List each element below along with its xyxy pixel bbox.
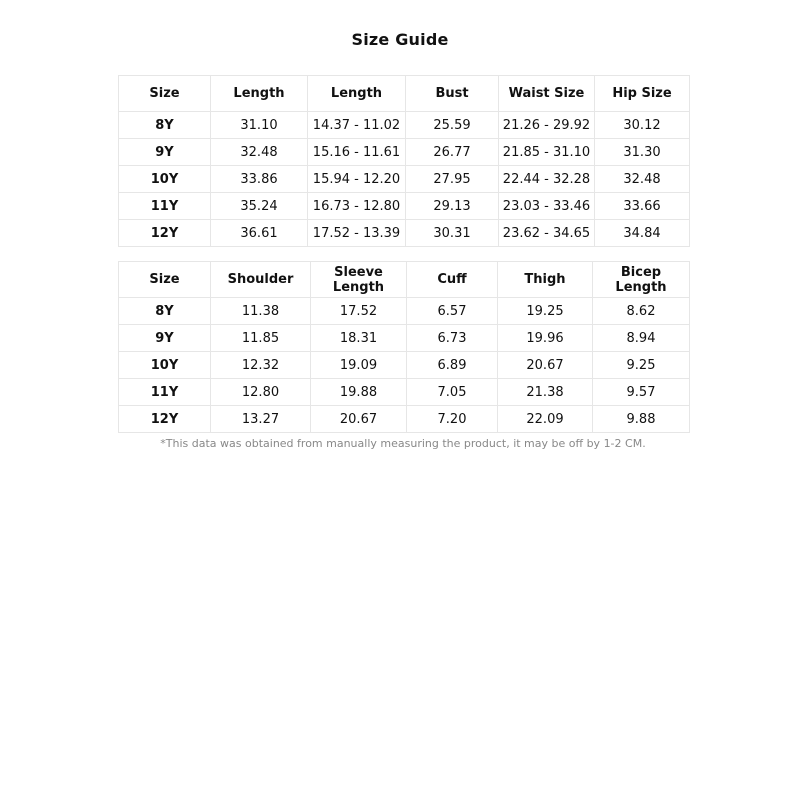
table-cell: 35.24 <box>211 193 308 220</box>
size-cell: 9Y <box>119 325 211 352</box>
table-cell: 6.89 <box>407 352 498 379</box>
table-cell: 32.48 <box>211 139 308 166</box>
column-header: Bicep Length <box>593 262 690 298</box>
table-cell: 21.26 - 29.92 <box>499 112 595 139</box>
table-cell: 9.88 <box>593 406 690 433</box>
table-row <box>119 139 690 166</box>
table-cell: 19.25 <box>498 298 593 325</box>
table-cell: 34.84 <box>595 220 690 247</box>
table-cell: 20.67 <box>311 406 407 433</box>
table-cell: 30.31 <box>406 220 499 247</box>
size-cell: 8Y <box>119 298 211 325</box>
column-header: Cuff <box>407 262 498 298</box>
column-header: Bust <box>406 76 499 112</box>
table-cell: 16.73 - 12.80 <box>308 193 406 220</box>
table-row <box>119 325 690 352</box>
table-cell: 19.09 <box>311 352 407 379</box>
table-cell: 18.31 <box>311 325 407 352</box>
table-cell: 25.59 <box>406 112 499 139</box>
table-cell: 12.32 <box>211 352 311 379</box>
table-cell: 23.03 - 33.46 <box>499 193 595 220</box>
table-cell: 14.37 - 11.02 <box>308 112 406 139</box>
table-cell: 29.13 <box>406 193 499 220</box>
measurement-disclaimer: *This data was obtained from manually measuring the product, it may be off by 1-2 CM. <box>160 437 646 450</box>
page-title: Size Guide <box>351 30 449 49</box>
table-cell: 36.61 <box>211 220 308 247</box>
table-cell: 31.10 <box>211 112 308 139</box>
table-row <box>119 220 690 247</box>
table-row <box>119 352 690 379</box>
column-header: Sleeve Length <box>311 262 407 298</box>
table-cell: 6.73 <box>407 325 498 352</box>
column-header: Size <box>119 262 211 298</box>
size-cell: 10Y <box>119 352 211 379</box>
table-cell: 7.20 <box>407 406 498 433</box>
table-cell: 30.12 <box>595 112 690 139</box>
table-row <box>119 112 690 139</box>
table-row <box>119 166 690 193</box>
table-cell: 17.52 - 13.39 <box>308 220 406 247</box>
table-cell: 17.52 <box>311 298 407 325</box>
table-cell: 21.38 <box>498 379 593 406</box>
table-cell: 8.94 <box>593 325 690 352</box>
table-cell: 27.95 <box>406 166 499 193</box>
table-cell: 9.25 <box>593 352 690 379</box>
size-cell: 8Y <box>119 112 211 139</box>
table-cell: 33.66 <box>595 193 690 220</box>
table-cell: 9.57 <box>593 379 690 406</box>
table-row <box>119 193 690 220</box>
column-header: Hip Size <box>595 76 690 112</box>
size-table-limb-measurements <box>118 261 690 433</box>
table-cell: 7.05 <box>407 379 498 406</box>
size-cell: 11Y <box>119 193 211 220</box>
table-header-row <box>119 262 690 298</box>
table-cell: 32.48 <box>595 166 690 193</box>
column-header: Thigh <box>498 262 593 298</box>
table-cell: 11.38 <box>211 298 311 325</box>
table-row <box>119 298 690 325</box>
table-cell: 13.27 <box>211 406 311 433</box>
table-cell: 26.77 <box>406 139 499 166</box>
column-header: Waist Size <box>499 76 595 112</box>
column-header: Length <box>211 76 308 112</box>
table-cell: 19.96 <box>498 325 593 352</box>
table-cell: 6.57 <box>407 298 498 325</box>
column-header: Shoulder <box>211 262 311 298</box>
size-cell: 10Y <box>119 166 211 193</box>
size-cell: 9Y <box>119 139 211 166</box>
size-cell: 11Y <box>119 379 211 406</box>
table-cell: 15.16 - 11.61 <box>308 139 406 166</box>
table-cell: 20.67 <box>498 352 593 379</box>
table-cell: 33.86 <box>211 166 308 193</box>
table-cell: 15.94 - 12.20 <box>308 166 406 193</box>
size-cell: 12Y <box>119 220 211 247</box>
table-cell: 22.09 <box>498 406 593 433</box>
size-cell: 12Y <box>119 406 211 433</box>
table-header-row <box>119 76 690 112</box>
table-cell: 21.85 - 31.10 <box>499 139 595 166</box>
table-row <box>119 379 690 406</box>
column-header: Length <box>308 76 406 112</box>
table-cell: 19.88 <box>311 379 407 406</box>
size-table-body-measurements <box>118 75 690 247</box>
table-cell: 31.30 <box>595 139 690 166</box>
table-cell: 11.85 <box>211 325 311 352</box>
column-header: Size <box>119 76 211 112</box>
table-cell: 22.44 - 32.28 <box>499 166 595 193</box>
table-cell: 8.62 <box>593 298 690 325</box>
table-row <box>119 406 690 433</box>
table-cell: 23.62 - 34.65 <box>499 220 595 247</box>
table-cell: 12.80 <box>211 379 311 406</box>
